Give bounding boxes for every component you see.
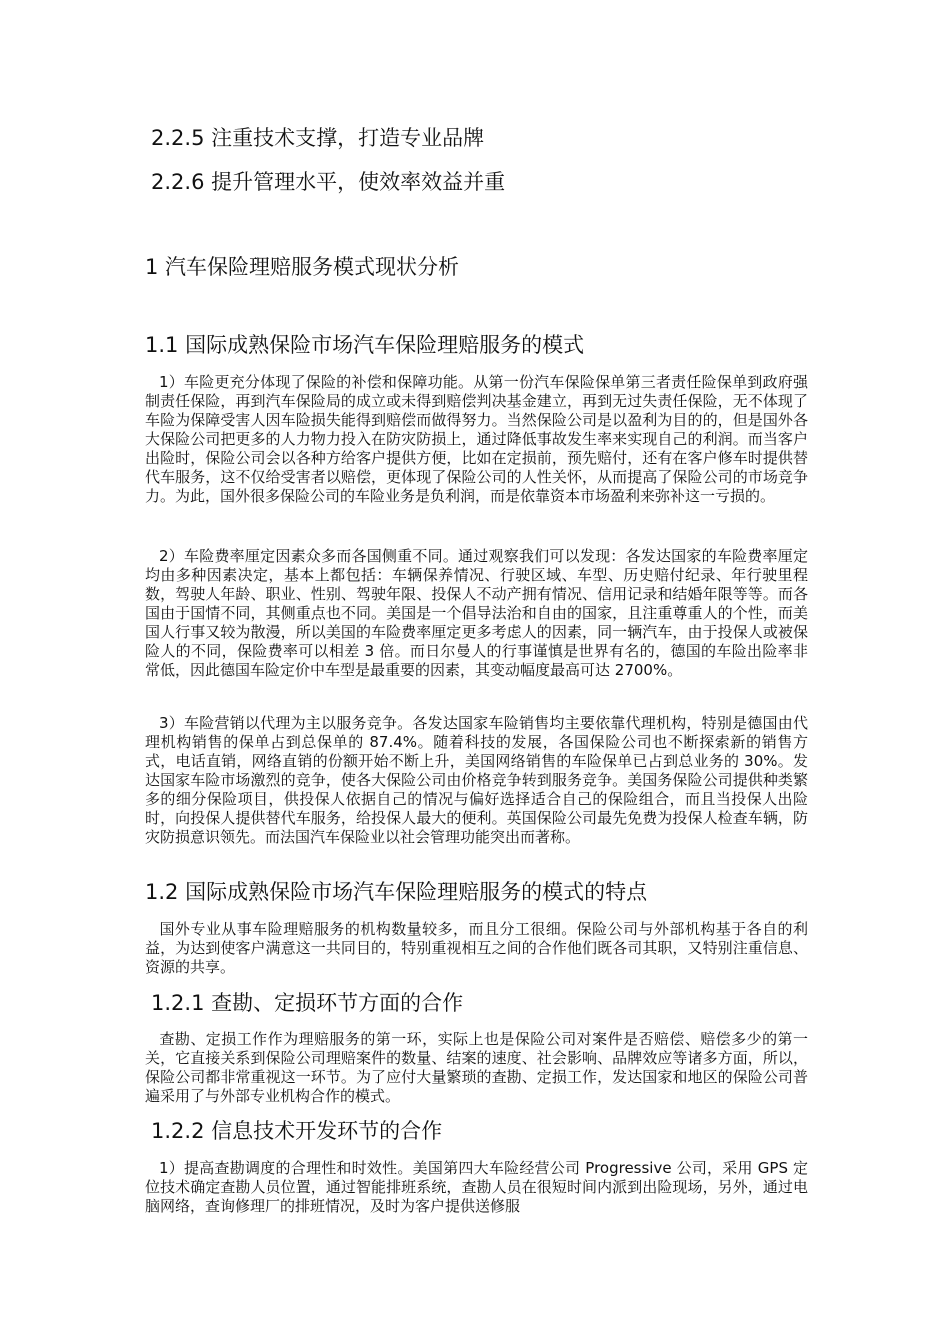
paragraph-1-1-item-2 [145, 547, 808, 680]
heading-1-2: 1.2 国际成熟保险市场汽车保险理赔服务的模式的特点 [145, 880, 648, 904]
heading-1-2-2: 1.2.2 信息技术开发环节的合作 [151, 1119, 443, 1143]
heading-1: 1 汽车保险理赔服务模式现状分析 [145, 255, 460, 279]
paragraph-1-1-item-3 [145, 714, 808, 847]
paragraph-1-1-item-1 [145, 373, 808, 506]
heading-2-2-5: 2.2.5 注重技术支撑，打造专业品牌 [151, 126, 485, 150]
paragraph-text: 3）车险营销以代理为主以服务竞争。各发达国家车险销售均主要依靠代理机构，特别是德国由代理机构销售的保单占到总保单的 87.4%。随着科技的发展，各国保险公司也不断探索新的销售方式，电话直销，网络直销的份额开始不断上升，美国网络销售的车险保单已占到总业务的 30%。发达国家车险市场激烈的竞争，使各大保险公司由价格竞争转到服务竞争。美国务保险公司提供种类繁多的细分保险项目，供投保人依据自己的情况与偏好选择适合自己的保险组合，而且当投保人出险时，向投保人提供替代车服务，给投保人最大的便利。英国保险公司最先免费为投保人检查车辆，防灾防损意识领先。而法国汽车保险业以社会管理功能突出而著称。 [145, 714, 808, 846]
paragraph-text: 查勘、定损工作作为理赔服务的第一环，实际上也是保险公司对案件是否赔偿、赔偿多少的第一关，它直接关系到保险公司理赔案件的数量、结案的速度、社会影响、品牌效应等诸多方面，所以，保险公司都非常重视这一环节。为了应付大量繁琐的查勘、定损工作，发达国家和地区的保险公司普遍采用了与外部专业机构合作的模式。 [145, 1030, 808, 1105]
paragraph-1-2-2-item-1 [145, 1159, 808, 1216]
heading-1-2-1: 1.2.1 查勘、定损环节方面的合作 [151, 991, 464, 1015]
paragraph-1-2-1 [145, 1030, 808, 1106]
paragraph-text: 1）提高查勘调度的合理性和时效性。美国第四大车险经营公司 Progressive 公司，采用 GPS 定位技术确定查勘人员位置，通过智能排班系统，查勘人员在很短时间内派到出险现场，另外，通过电脑网络，查询修理厂的排班情况，及时为客户提供送修服 [145, 1159, 808, 1215]
heading-2-2-6: 2.2.6 提升管理水平，使效率效益并重 [151, 170, 506, 194]
heading-1-1: 1.1 国际成熟保险市场汽车保险理赔服务的模式 [145, 333, 585, 357]
paragraph-text: 1）车险更充分体现了保险的补偿和保障功能。从第一份汽车保险保单第三者责任险保单到政府强制责任保险，再到汽车保险局的成立或未得到赔偿判决基金建立，再到无过失责任保险，无不体现了车险为保障受害人因车险损失能得到赔偿而做得努力。当然保险公司是以盈利为目的的，但是国外各大保险公司把更多的人力物力投入在防灾防损上，通过降低事故发生率来实现自己的利润。而当客户出险时，保险公司会以各种方给客户提供方便，比如在定损前，预先赔付，还有在客户修车时提供替代车服务，这不仅给受害者以赔偿，更体现了保险公司的人性关怀，从而提高了保险公司的市场竞争力。为此，国外很多保险公司的车险业务是负利润，而是依靠资本市场盈利来弥补这一亏损的。 [145, 373, 808, 505]
paragraph-text: 国外专业从事车险理赔服务的机构数量较多，而且分工很细。保险公司与外部机构基于各自的利益，为达到使客户满意这一共同目的，特别重视相互之间的合作他们既各司其职，又特别注重信息、资源的共享。 [145, 920, 808, 976]
paragraph-text: 2）车险费率厘定因素众多而各国侧重不同。通过观察我们可以发现：各发达国家的车险费率厘定均由多种因素决定，基本上都包括：车辆保养情况、行驶区域、车型、历史赔付纪录、年行驶里程数，驾驶人年龄、职业、性别、驾驶年限、投保人不动产拥有情况、信用记录和结婚年限等等。而各国由于国情不同，其侧重点也不同。美国是一个倡导法治和自由的国家，且注重尊重人的个性，而美国人行事又较为散漫，所以美国的车险费率厘定更多考虑人的因素，同一辆汽车，由于投保人或被保险人的不同，保险费率可以相差 3 倍。而日尔曼人的行事谨慎是世界有名的，德国的车险出险率非常低，因此德国车险定价中车型是最重要的因素，其变动幅度最高可达 2700%。 [145, 547, 808, 679]
paragraph-1-2 [145, 920, 808, 977]
